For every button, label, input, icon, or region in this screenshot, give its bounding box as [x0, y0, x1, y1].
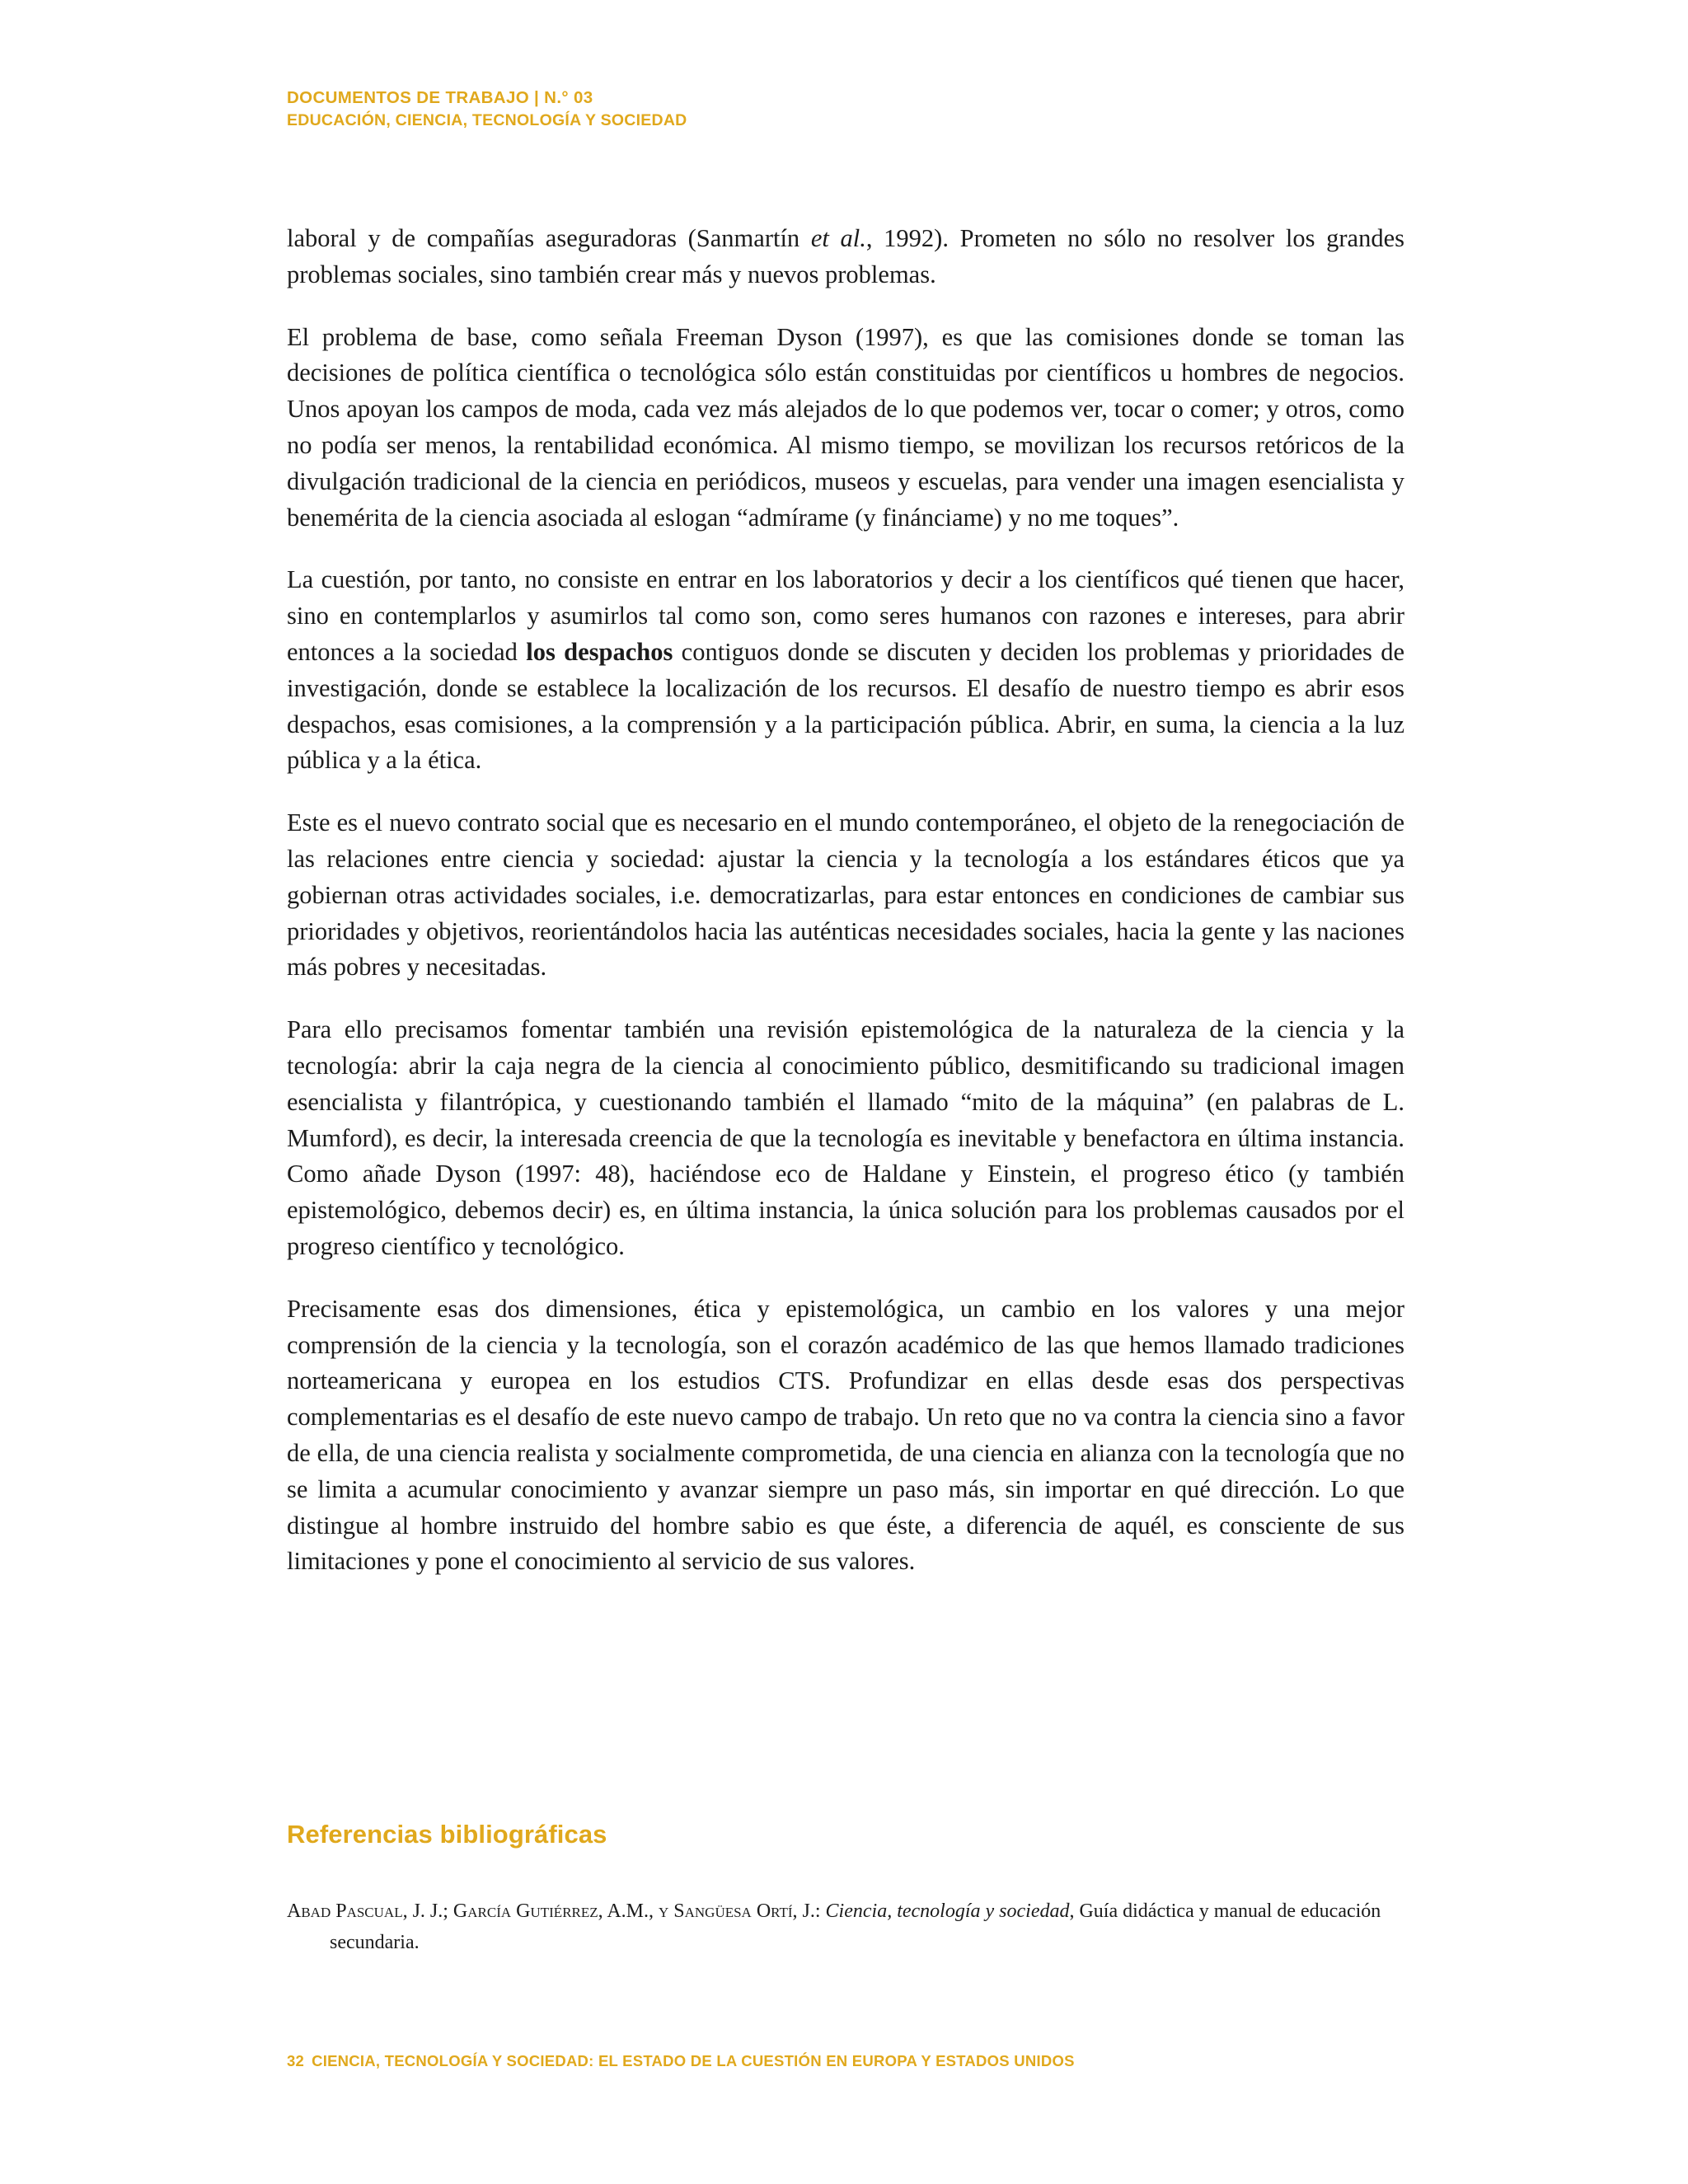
body-text-run: contiguos donde se discuten y deciden los problemas y prioridades de investigación, donde se establece la localización de los recursos. El desafío de nuestro tiempo es abrir esos despachos, esas comisiones, a la comprensión y a la participación pública. Abrir, en suma, la ciencia a la luz pública y a la ética. [287, 637, 1405, 775]
running-head [287, 86, 687, 133]
body-text-run: , 1992). Prometen no sólo no resolver los grandes problemas sociales, sino también crear más y nuevos problemas. [287, 224, 1404, 288]
body-text-run: Precisamente esas dos dimensiones, ética y epistemológica, un cambio en los valores y una mejor comprensión de la ciencia y la tecnología, son el corazón académico de las que hemos llamado tradiciones norteamericana y europea en los estudios CTS. Profundizar en ellas desde esas dos perspectivas complementarias es el desafío de este nuevo campo de trabajo. Un reto que no va contra la ciencia sino a favor de ella, de una ciencia realista y socialmente comprometida, de una ciencia en alianza con la tecnología que no se limita a acumular conocimiento y avanzar siempre un paso más, sin importar en qué dirección. Lo que distingue al hombre instruido del hombre sabio es que éste, a diferencia de aquél, es consciente de sus limitaciones y pone el conocimiento al servicio de sus valores. [287, 1294, 1404, 1576]
footer-title: CIENCIA, TECNOLOGÍA Y SOCIEDAD: EL ESTADO DE LA CUESTIÓN EN EUROPA Y ESTADOS UNIDOS [312, 2052, 1075, 2069]
body-text-run: La cuestión, por tanto, no consiste en entrar en los laboratorios y decir a los científicos qué tienen que hacer, sino en contemplarlos y asumirlos tal como son, como seres humanos con razones e intereses, para abrir entonces a la sociedad [287, 565, 1404, 666]
footer-page-number: 32 [287, 2052, 305, 2069]
reference-entry [287, 1896, 1404, 1958]
body-paragraph [287, 320, 1404, 537]
body-text-run: Este es el nuevo contrato social que es necesario en el mundo contemporáneo, el objeto de la renegociación de las relaciones entre ciencia y sociedad: ajustar la ciencia y la tecnología a los estándares éticos que ya gobiernan otras actividades sociales, i.e. democratizarlas, para estar entonces en condiciones de cambiar sus prioridades y objetivos, reorientándolos hacia las auténticas necesidades sociales, hacia la gente y las naciones más pobres y necesitadas. [287, 808, 1404, 982]
reference-run: Ciencia, tecnología y sociedad [825, 1900, 1070, 1922]
running-head-line1: DOCUMENTOS DE TRABAJO | N.° 03 [287, 88, 593, 107]
body-text-run: et al. [810, 224, 866, 252]
references-heading: Referencias bibliográficas [287, 1820, 607, 1849]
body-paragraph [287, 805, 1404, 986]
reference-run: Abad Pascual, J. J.; García Gutiérrez, A.M., y Sangüesa Ortí, J. [287, 1900, 815, 1922]
body-text-run: Para ello precisamos fomentar también una revisión epistemológica de la naturaleza de la ciencia y la tecnología: abrir la caja negra de la ciencia al conocimiento público, desmitificando su tradicional imagen esencialista y filantrópica, y cuestionando también el llamado “mito de la máquina” (en palabras de L. Mumford), es decir, la interesada creencia de que la tecnología es inevitable y benefactora en última instancia. Como añade Dyson (1997: 48), haciéndose eco de Haldane y Einstein, el progreso ético (y también epistemológico, debemos decir) es, en última instancia, la única solución para los problemas causados por el progreso científico y tecnológico. [287, 1015, 1404, 1260]
body-paragraph [287, 562, 1404, 779]
body-paragraph [287, 1012, 1404, 1265]
body-paragraph [287, 1291, 1404, 1580]
running-head-line2: EDUCACIÓN, CIENCIA, TECNOLOGÍA Y SOCIEDAD [287, 111, 687, 130]
page-footer [287, 2052, 1075, 2070]
body-text-run: El problema de base, como señala Freeman Dyson (1997), es que las comisiones donde se toman las decisiones de política científica o tecnológica sólo están constituidas por científicos u hombres de negocios. Unos apoyan los campos de moda, cada vez más alejados de lo que podemos ver, tocar o comer; y otros, como no podía ser menos, la rentabilidad económica. Al mismo tiempo, se movilizan los recursos retóricos de la divulgación tradicional de la ciencia en periódicos, museos y escuelas, para vender una imagen esencialista y benemérita de la ciencia asociada al eslogan “admírame (y finánciame) y no me toques”. [287, 322, 1404, 532]
body-text-column [287, 221, 1404, 1580]
body-text-run: los despachos [526, 637, 673, 666]
references-list [287, 1896, 1404, 1958]
reference-run: , Guía didáctica y manual de educación secundaria. [330, 1900, 1381, 1953]
reference-run: : [814, 1900, 826, 1922]
body-text-run: laboral y de compañías aseguradoras (Sanmartín [287, 224, 811, 252]
body-paragraph [287, 221, 1404, 293]
